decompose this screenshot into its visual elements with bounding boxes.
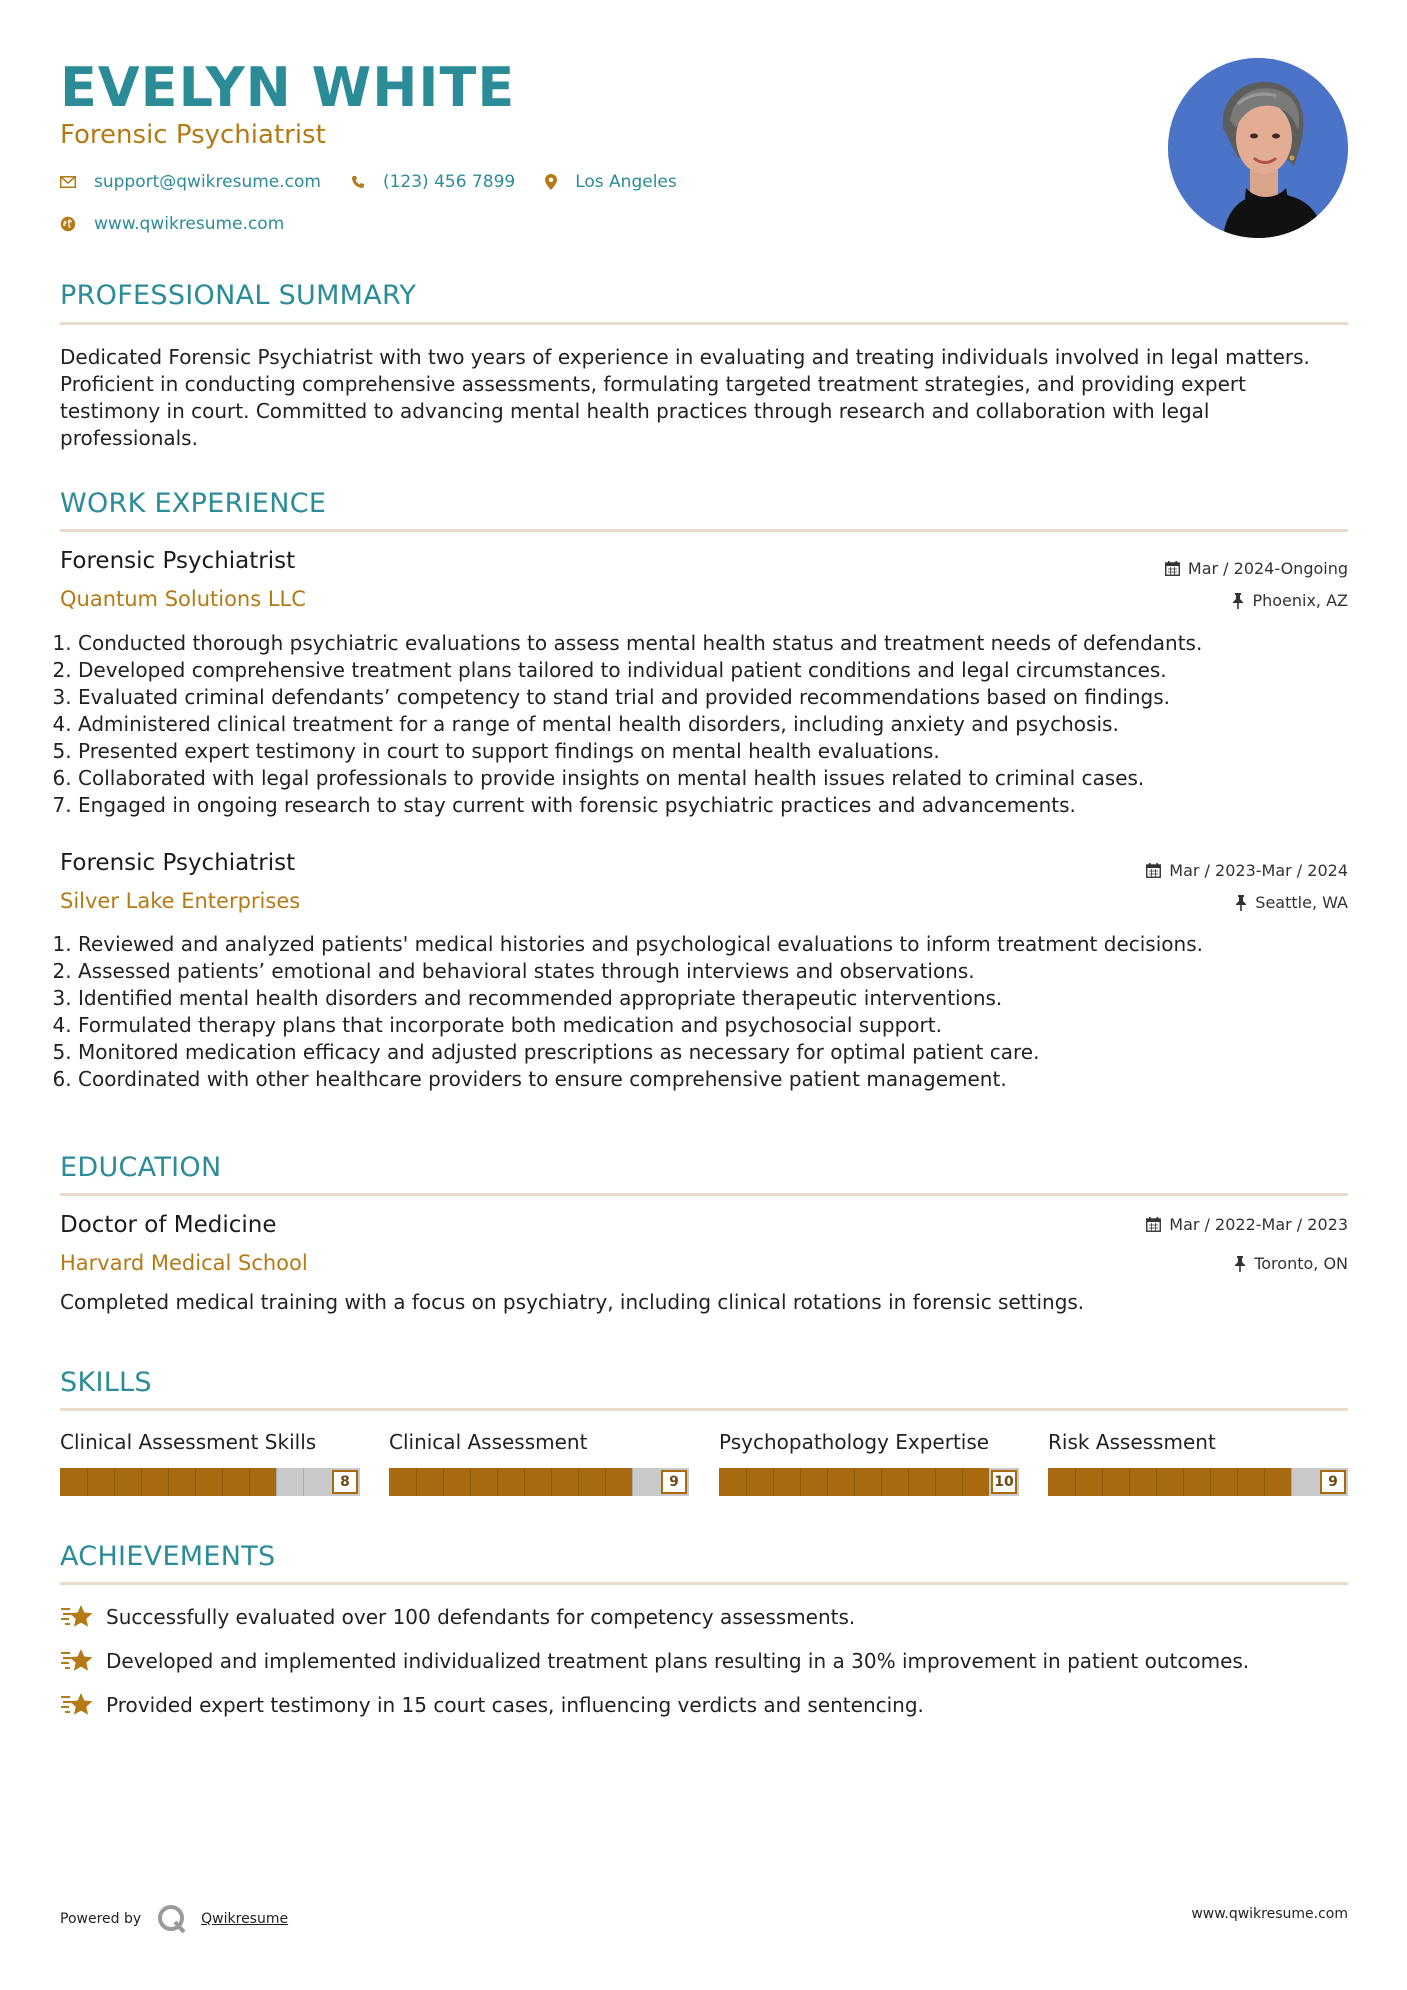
- skill-name: Psychopathology Expertise: [719, 1430, 990, 1454]
- candidate-role: Forensic Psychiatrist: [60, 120, 326, 150]
- skill-score: 8: [332, 1470, 358, 1494]
- skill-bar-segment: [935, 1468, 936, 1496]
- job-date: [1146, 861, 1348, 880]
- skill-bar-segment: [303, 1468, 304, 1496]
- job-date-text: Mar / 2024-Ongoing: [1187, 559, 1348, 578]
- achievements-heading: ACHIEVEMENTS: [60, 1541, 276, 1572]
- skill-name: Risk Assessment: [1048, 1430, 1216, 1454]
- star-icon: [60, 1692, 94, 1718]
- skill-bar-segment: [578, 1468, 579, 1496]
- job-location-text: Phoenix, AZ: [1252, 591, 1348, 610]
- skill-score: 10: [991, 1470, 1017, 1494]
- list-item: 5. Monitored medication efficacy and adjusted prescriptions as necessary for optimal patient care.: [78, 1039, 1348, 1066]
- powered-by-label: Powered by: [60, 1911, 142, 1927]
- job-bullets: [60, 931, 1348, 1093]
- skill-bar-fill: [389, 1468, 632, 1496]
- skill-bar-segment: [632, 1468, 633, 1496]
- pushpin-icon: [1235, 895, 1247, 911]
- job-title: Forensic Psychiatrist: [60, 548, 296, 574]
- skill-bar-segment: [1291, 1468, 1292, 1496]
- skill-bar-segment: [773, 1468, 774, 1496]
- job-bullets: [60, 630, 1348, 819]
- website-item[interactable]: [60, 214, 284, 234]
- section-divider: [60, 1582, 1348, 1585]
- skill-bar: [1048, 1468, 1348, 1496]
- job-title: Forensic Psychiatrist: [60, 850, 296, 876]
- pushpin-icon: [1232, 593, 1244, 609]
- qwikresume-link[interactable]: Qwikresume: [201, 1911, 289, 1927]
- list-item: 6. Coordinated with other healthcare providers to ensure comprehensive patient management.: [78, 1066, 1348, 1093]
- achievement-text: Developed and implemented individualized treatment plans resulting in a 30% improvement in patient outcomes.: [106, 1649, 1250, 1673]
- skill-bar-segment: [524, 1468, 525, 1496]
- job-company: Quantum Solutions LLC: [60, 587, 306, 611]
- skill-bar-segment: [962, 1468, 963, 1496]
- phone-icon: [351, 175, 365, 189]
- list-item: 4. Administered clinical treatment for a range of mental health disorders, including anxiety and psychosis.: [78, 711, 1348, 738]
- skill-item: [389, 1430, 689, 1496]
- skill-bar: [389, 1468, 689, 1496]
- education-date-text: Mar / 2022-Mar / 2023: [1169, 1215, 1348, 1234]
- skill-bar: [60, 1468, 360, 1496]
- skill-bar-segment: [605, 1468, 606, 1496]
- contact-row-2: [60, 214, 314, 234]
- skill-name: Clinical Assessment: [389, 1430, 588, 1454]
- skill-bar-segment: [1129, 1468, 1130, 1496]
- skill-item: [719, 1430, 1019, 1496]
- website-text: www.qwikresume.com: [94, 214, 285, 234]
- summary-text: Dedicated Forensic Psychiatrist with two years of experience in evaluating and treating individuals involved in legal matters. Proficient in conducting comprehensive assessments, formulating targeted treatment strategies, and providing expert testimony in court. Committed to advancing mental health practices through research and collaboration with legal professionals.: [60, 345, 1310, 450]
- section-divider: [60, 322, 1348, 325]
- globe-icon: [60, 216, 76, 232]
- achievement-item: [60, 1648, 1249, 1674]
- list-item: 2. Assessed patients’ emotional and behavioral states through interviews and observations.: [78, 958, 1348, 985]
- skill-bar-segment: [141, 1468, 142, 1496]
- skill-bar-segment: [908, 1468, 909, 1496]
- summary-heading: PROFESSIONAL SUMMARY: [60, 280, 417, 311]
- avatar-photo: [1168, 58, 1348, 238]
- resume-page: [60, 0, 1348, 1990]
- list-item: 4. Formulated therapy plans that incorporate both medication and psychosocial support.: [78, 1012, 1348, 1039]
- achievement-text: Provided expert testimony in 15 court cases, influencing verdicts and sentencing.: [106, 1693, 924, 1717]
- job-location: [1232, 591, 1348, 610]
- contact-row-1: [60, 172, 707, 192]
- achievement-item: [60, 1604, 855, 1630]
- list-item: 1. Conducted thorough psychiatric evaluations to assess mental health status and treatment needs of defendants.: [78, 630, 1348, 657]
- list-item: 6. Collaborated with legal professionals to provide insights on mental health issues related to criminal cases.: [78, 765, 1348, 792]
- job-location: [1235, 893, 1348, 912]
- skill-item: [60, 1430, 360, 1496]
- list-item: 7. Engaged in ongoing research to stay current with forensic psychiatric practices and advancements.: [78, 792, 1348, 819]
- section-divider: [60, 1408, 1348, 1411]
- skills-heading: SKILLS: [60, 1367, 152, 1398]
- skill-bar: [719, 1468, 1019, 1496]
- skill-bar-segment: [443, 1468, 444, 1496]
- location-item: [545, 172, 677, 192]
- education-date: [1146, 1215, 1348, 1234]
- calendar-icon: [1146, 1217, 1161, 1232]
- list-item: 3. Evaluated criminal defendants’ competency to stand trial and provided recommendations based on findings.: [78, 684, 1348, 711]
- education-heading: EDUCATION: [60, 1152, 222, 1183]
- email-item[interactable]: [60, 172, 321, 192]
- skill-bar-segment: [854, 1468, 855, 1496]
- calendar-icon: [1146, 863, 1161, 878]
- work-heading: WORK EXPERIENCE: [60, 488, 327, 519]
- skill-name: Clinical Assessment Skills: [60, 1430, 317, 1454]
- candidate-name: EVELYN WHITE: [60, 56, 516, 119]
- skill-score: 9: [661, 1470, 687, 1494]
- skill-bar-segment: [800, 1468, 801, 1496]
- skill-bar-segment: [249, 1468, 250, 1496]
- envelope-icon: [60, 176, 76, 188]
- footer-website[interactable]: www.qwikresume.com: [1191, 1906, 1348, 1922]
- achievement-item: [60, 1692, 924, 1718]
- skill-bar-segment: [222, 1468, 223, 1496]
- education-location-text: Toronto, ON: [1254, 1254, 1348, 1273]
- skill-item: [1048, 1430, 1348, 1496]
- phone-item[interactable]: [351, 172, 515, 192]
- skill-bar-segment: [276, 1468, 277, 1496]
- phone-text: (123) 456 7899: [382, 172, 516, 192]
- skill-bar-segment: [470, 1468, 471, 1496]
- profile-photo: [1168, 58, 1348, 238]
- skill-bar-segment: [1102, 1468, 1103, 1496]
- skill-bar-segment: [1183, 1468, 1184, 1496]
- skill-bar-segment: [87, 1468, 88, 1496]
- skill-bar-segment: [168, 1468, 169, 1496]
- list-item: 1. Reviewed and analyzed patients' medical histories and psychological evaluations to inform treatment decisions.: [78, 931, 1348, 958]
- achievement-text: Successfully evaluated over 100 defendants for competency assessments.: [106, 1605, 856, 1629]
- qwikresume-logo-icon: [157, 1904, 187, 1934]
- education-location: [1234, 1254, 1348, 1273]
- skill-bar-segment: [1210, 1468, 1211, 1496]
- skill-bar-segment: [551, 1468, 552, 1496]
- list-item: 2. Developed comprehensive treatment plans tailored to individual patient conditions and legal circumstances.: [78, 657, 1348, 684]
- star-icon: [60, 1648, 94, 1674]
- skill-bar-segment: [195, 1468, 196, 1496]
- skill-bar-segment: [1264, 1468, 1265, 1496]
- list-item: 3. Identified mental health disorders and recommended appropriate therapeutic interventions.: [78, 985, 1348, 1012]
- skill-bar-segment: [827, 1468, 828, 1496]
- skill-bar-segment: [881, 1468, 882, 1496]
- job-location-text: Seattle, WA: [1255, 893, 1348, 912]
- skill-bar-segment: [416, 1468, 417, 1496]
- degree-title: Doctor of Medicine: [60, 1212, 277, 1238]
- school-name: Harvard Medical School: [60, 1251, 308, 1275]
- job-company: Silver Lake Enterprises: [60, 889, 301, 913]
- section-divider: [60, 529, 1348, 532]
- education-description: Completed medical training with a focus on psychiatry, including clinical rotations in forensic settings.: [60, 1290, 1085, 1314]
- skill-score: 9: [1320, 1470, 1346, 1494]
- footer-powered-by: [60, 1904, 288, 1934]
- email-text: support@qwikresume.com: [94, 172, 321, 192]
- skill-bar-fill: [1048, 1468, 1291, 1496]
- skill-bar-segment: [114, 1468, 115, 1496]
- skill-bar-segment: [497, 1468, 498, 1496]
- skill-bar-segment: [746, 1468, 747, 1496]
- location-text: Los Angeles: [575, 172, 677, 192]
- skill-bar-segment: [1075, 1468, 1076, 1496]
- calendar-icon: [1165, 561, 1180, 576]
- section-divider: [60, 1193, 1348, 1196]
- list-item: 5. Presented expert testimony in court to support findings on mental health evaluations.: [78, 738, 1348, 765]
- skill-bar-segment: [1237, 1468, 1238, 1496]
- job-date-text: Mar / 2023-Mar / 2024: [1169, 861, 1348, 880]
- skill-bar-segment: [1156, 1468, 1157, 1496]
- map-pin-icon: [545, 174, 557, 190]
- pushpin-icon: [1234, 1256, 1246, 1272]
- job-date: [1165, 559, 1348, 578]
- star-icon: [60, 1604, 94, 1630]
